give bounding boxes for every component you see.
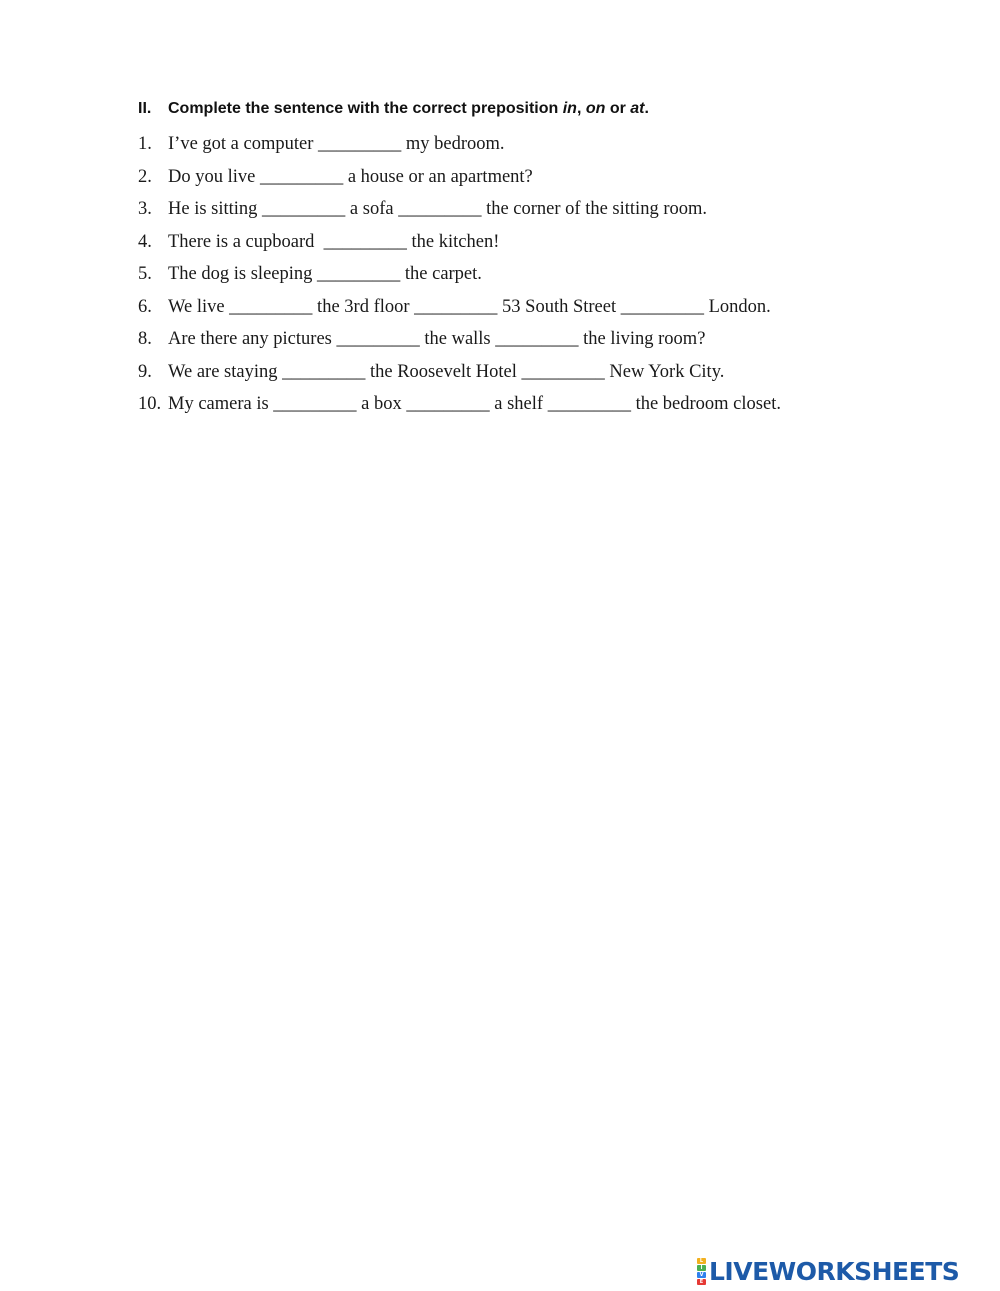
heading-option-on: on: [585, 100, 606, 117]
exercise-item: [138, 263, 781, 296]
heading-text: Complete the sentence with the correct preposition: [168, 100, 563, 117]
item-number: 3.: [138, 199, 152, 219]
exercise-item: [138, 328, 781, 361]
item-text: Are there any pictures _________ the walls _________ the living room?: [168, 329, 706, 349]
item-number: 9.: [138, 361, 152, 382]
item-number: 6.: [138, 296, 152, 317]
exercise-item: [138, 393, 781, 426]
item-text: He is sitting _________ a sofa _________ the corner of the sitting room.: [168, 199, 707, 219]
heading-option-in: in: [562, 100, 577, 117]
exercise-item: [138, 231, 781, 264]
item-number: 8.: [138, 329, 152, 349]
item-text: Do you live _________ a house or an apartment?: [168, 166, 533, 187]
item-number: 4.: [138, 231, 152, 252]
item-text: We are staying _________ the Roosevelt Hotel _________ New York City.: [168, 361, 725, 382]
item-text: We live _________ the 3rd floor _________ 53 South Street _________ London.: [168, 296, 771, 317]
logo-tile-e: E: [697, 1279, 706, 1285]
exercise-item: [138, 133, 781, 166]
heading-sep: ,: [576, 100, 586, 117]
liveworksheets-logo[interactable]: [697, 1255, 959, 1287]
item-number: 10.: [138, 394, 162, 414]
exercise-item: [138, 361, 781, 394]
logo-tile-l: L: [697, 1258, 706, 1264]
exercise-item: [138, 198, 781, 231]
exercise-heading: [138, 100, 649, 118]
item-text: The dog is sleeping _________ the carpet.: [168, 264, 482, 284]
exercise-item: [138, 166, 781, 199]
logo-text: LIVEWORKSHEETS: [709, 1256, 960, 1286]
item-text: There is a cupboard _________ the kitchen!: [168, 231, 500, 252]
logo-tile-i: I: [697, 1265, 706, 1271]
heading-sep: or: [605, 100, 631, 117]
heading-option-at: at: [630, 100, 645, 117]
heading-number: II.: [138, 100, 152, 117]
exercise-list: [138, 133, 781, 426]
item-text: I’ve got a computer _________ my bedroom.: [168, 134, 505, 154]
heading-end: .: [644, 100, 649, 117]
item-number: 5.: [138, 264, 152, 284]
logo-icon: [697, 1258, 706, 1285]
item-number: 2.: [138, 166, 152, 187]
item-text: My camera is _________ a box _________ a shelf _________ the bedroom closet.: [168, 394, 781, 414]
item-number: 1.: [138, 134, 152, 154]
logo-tile-v: V: [697, 1272, 706, 1278]
exercise-item: [138, 296, 781, 329]
